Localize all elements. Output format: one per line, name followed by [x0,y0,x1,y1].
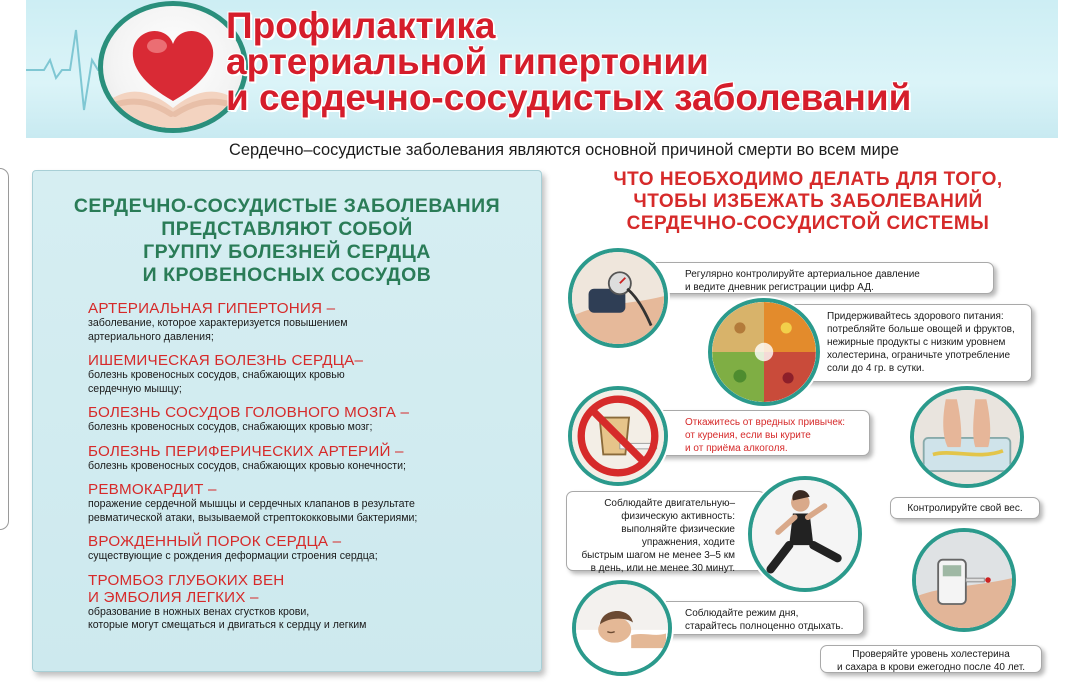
subtitle: Сердечно–сосудистые заболевания являются основной причиной смерти во всем мире [229,141,899,159]
healthy-food-plate-icon [708,298,820,406]
diseases-heading [33,195,541,287]
disease-name: ТРОМБОЗ ГЛУБОКИХ ВЕН И ЭМБОЛИЯ ЛЕГКИХ – [88,571,285,606]
prevention-heading-line-1: ЧТО НЕОБХОДИМО ДЕЛАТЬ ДЛЯ ТОГО, [613,169,1003,190]
disease-item [88,572,533,633]
no-smoking-drinking-icon [568,386,668,486]
diseases-heading-line-2: ПРЕДСТАВЛЯЮТ СОБОЙ [161,218,413,240]
disease-description: существующие с рождения деформации строения сердца; [88,550,378,562]
bathroom-scale-icon [910,386,1024,488]
title-line-3: и сердечно-сосудистых заболеваний [226,77,912,118]
tip-weight: Контролируйте свой вес. [890,497,1040,519]
disease-name: ВРОЖДЕННЫЙ ПОРОК СЕРДЦА – [88,533,342,550]
disease-item [88,300,533,344]
disease-description: образование в ножных венах сгустков крови, которые могут смещаться и двигаться к сердцу и легким [88,605,367,631]
disease-item [88,352,533,396]
tip-rest: Соблюдайте режим дня, старайтесь полноценно отдыхать. [634,601,864,635]
diseases-heading-line-3: ГРУППУ БОЛЕЗНЕЙ СЕРДЦА [143,241,431,263]
disease-description: болезнь кровеносных сосудов, снабжающих кровью сердечную мышцу; [88,369,345,395]
page-edge-tab [0,168,9,530]
disease-description: поражение сердечной мышцы и сердечных клапанов в результате ревматической атаки, вызываемой стрептококковыми бактериями; [88,498,418,524]
diseases-panel [32,170,542,672]
title-line-1: Профилактика [226,5,496,46]
disease-list [88,300,533,641]
title-line-2: артериальной гипертонии [226,41,709,82]
exercising-woman-icon [748,476,862,592]
prevention-heading-line-2: ЧТОБЫ ИЗБЕЖАТЬ ЗАБОЛЕВАНИЙ [633,191,983,212]
disease-name: АРТЕРИАЛЬНАЯ ГИПЕРТОНИЯ – [88,300,336,317]
tip-cholesterol: Проверяйте уровень холестерина и сахара в крови ежегодно после 40 лет. [820,645,1042,673]
tip-activity: Соблюдайте двигательную– физическую активность: выполняйте физические упражнения, ходите быстрым шагом не менее 3–5 км в день, или не менее 30 минут. [566,491,766,571]
page-title [226,5,912,118]
tip-bad-habits: Откажитесь от вредных привычек: от курения, если вы курите и от приёма алкоголя. [636,410,870,456]
disease-item [88,404,533,435]
diseases-heading-line-4: И КРОВЕНОСНЫХ СОСУДОВ [142,264,432,286]
glucose-meter-icon [912,528,1016,632]
disease-name: БОЛЕЗНЬ СОСУДОВ ГОЛОВНОГО МОЗГА – [88,404,410,421]
disease-description: заболевание, которое характеризуется повышением артериального давления; [88,317,348,343]
blood-pressure-cuff-icon [568,248,668,348]
diseases-heading-line-1: СЕРДЕЧНО-СОСУДИСТЫЕ ЗАБОЛЕВАНИЯ [73,195,501,217]
prevention-heading-line-3: СЕРДЕЧНО-СОСУДИСТОЙ СИСТЕМЫ [626,213,990,234]
disease-name: РЕВМОКАРДИТ – [88,481,217,498]
disease-name: ИШЕМИЧЕСКАЯ БОЛЕЗНЬ СЕРДЦА– [88,352,364,369]
prevention-heading [560,169,1056,235]
disease-description: болезнь кровеносных сосудов, снабжающих кровью мозг; [88,421,373,433]
disease-description: болезнь кровеносных сосудов, снабжающих кровью конечности; [88,459,406,472]
disease-item [88,481,533,525]
disease-item [88,533,533,564]
tip-blood-pressure: Регулярно контролируйте артериальное давление и ведите дневник регистрации цифр АД. [640,262,994,294]
sleeping-woman-icon [572,580,672,676]
disease-item [88,443,533,474]
tip-nutrition: Придерживайтесь здорового питания: потребляйте больше овощей и фруктов, нежирные продукты с низким уровнем холестерина, ограничьте употребление соли до 4 гр. в сутки. [772,304,1032,382]
disease-name: БОЛЕЗНЬ ПЕРИФЕРИЧЕСКИХ АРТЕРИЙ – [88,442,404,460]
